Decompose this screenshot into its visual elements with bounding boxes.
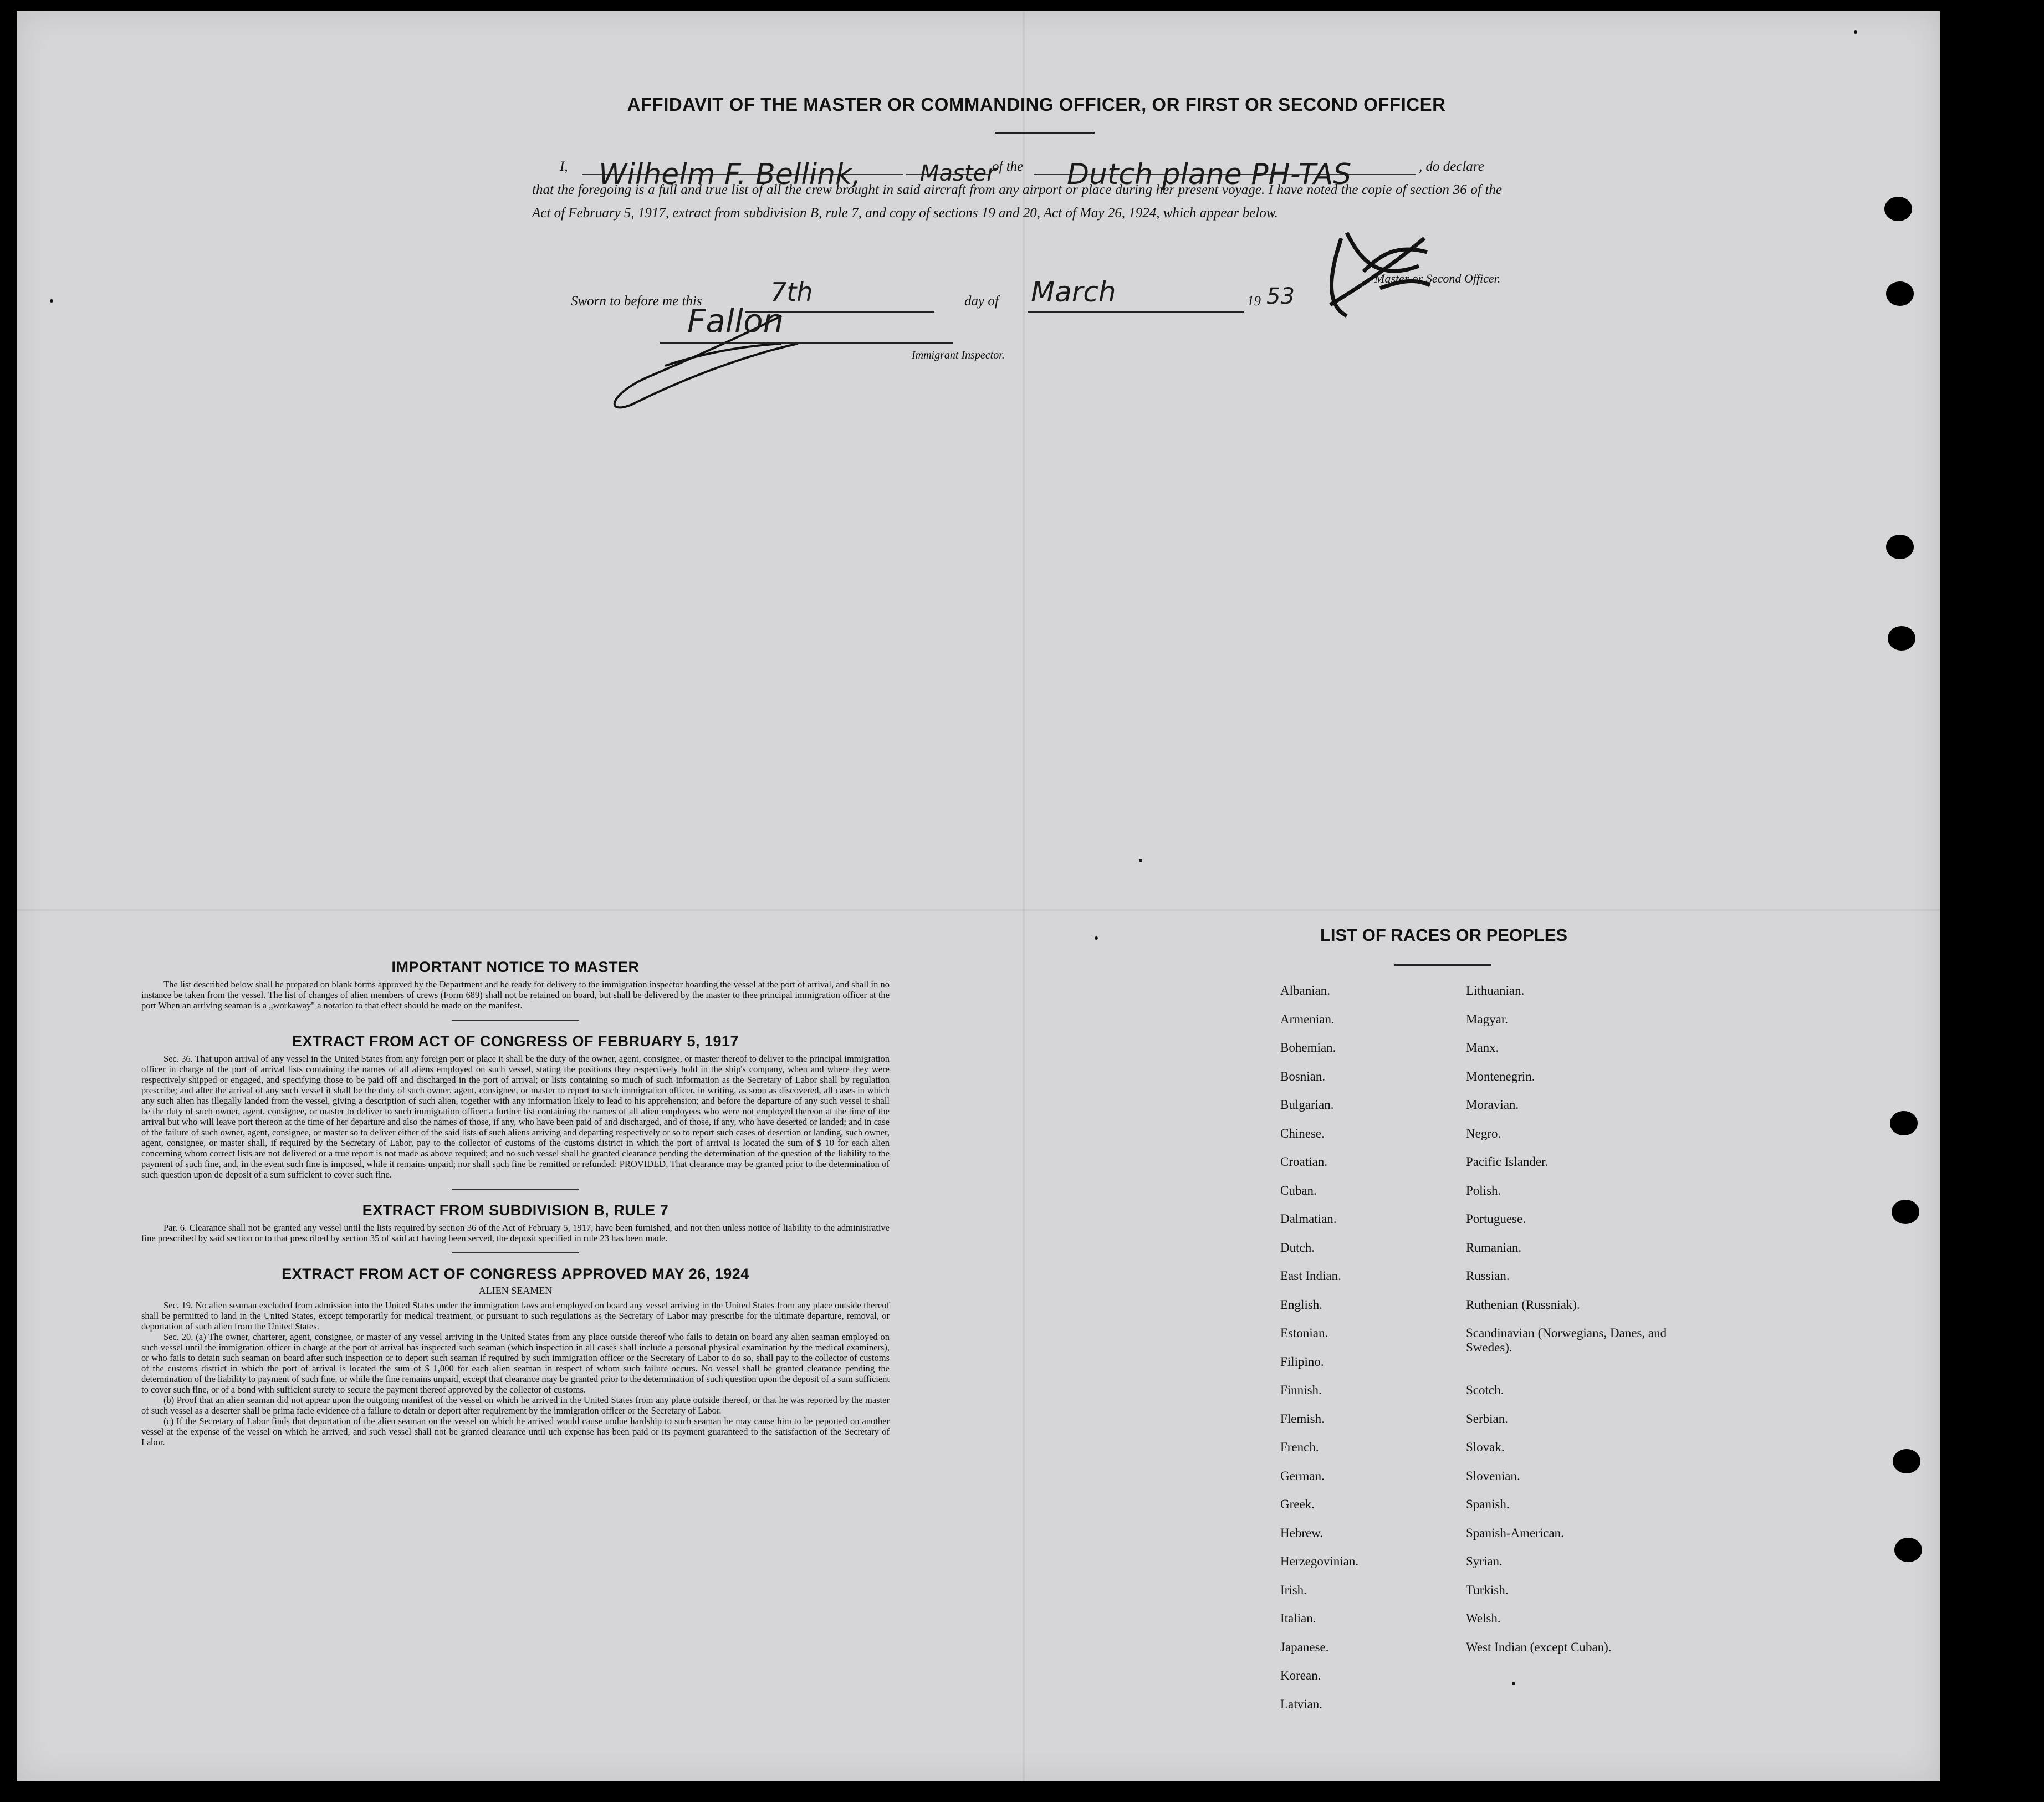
extract-1924-sec20a: Sec. 20. (a) The owner, charterer, agent, consignee, or master of any vessel arriving in the United States from any place outside thereof who fails to detain on board any alien seaman employed on such vessel until the immigration officer in charge at the port of arrival has inspected such seaman (which inspection in all cases shall include a personal physical examination by the medical examiners), or who fails to detain such seaman on board after such inspection or to deport such seaman if required by such immigration officer or the Secretary of Labor to do so, shall pay to the collector of customs of the customs district in which the port of arrival is located the sum of $ 1,000 for each alien seaman in respect of whom such failure occurs. No vessel shall be granted clearance pending the determination of the liability to payment of such fine, or while the fine remains unpaid, except that clearance may be granted prior to the determination of such question upon the deposit of a sum sufficient to cover such fine, or of a bond with sufficient surety to secure the payment thereof approved by the collector of customs.	[141, 1332, 890, 1395]
race-item: Welsh.	[1466, 1611, 1501, 1625]
race-item: English.	[1280, 1297, 1323, 1312]
paper-speck	[50, 299, 53, 303]
race-item: Russian.	[1466, 1269, 1510, 1283]
race-item: Finnish.	[1280, 1383, 1322, 1397]
day-of-label: day of	[964, 294, 999, 309]
extract-1917-title: EXTRACT FROM ACT OF CONGRESS OF FEBRUARY 5, 1917	[292, 1033, 739, 1050]
races-left-column	[1280, 984, 1358, 1726]
affidavit-text: that the foregoing is a full and true list of all the crew brought in said aircraft from any airport or place during her present voyage. I have noted the copie of section 36 of the Act of February 5, 1917, extract from subdivision B, rule 7, and copy of sections 19 and 20, Act of May 26, 1924, which appear below.	[532, 182, 1502, 221]
extract-1924-sec20b: (b) Proof that an alien seaman did not appear upon the outgoing manifest of the vessel on which he arrived in the United States from any place outside thereof, or that he was reported by the master of such vessel as a deserter shall be prima facie evidence of a failure to detain or deport after requirement by the immigration officer or the Secretary of Labor.	[141, 1395, 890, 1416]
sworn-label: Sworn to before me this	[571, 294, 702, 309]
race-item: Montenegrin.	[1466, 1069, 1535, 1083]
race-item: Slovak.	[1466, 1440, 1505, 1454]
affidavit-title: AFFIDAVIT OF THE MASTER OR COMMANDING OFFICER, OR FIRST OR SECOND OFFICER	[627, 94, 1446, 115]
race-item: Scandinavian (Norwegians, Danes, and Swedes).	[1466, 1326, 1667, 1354]
race-item: Albanian.	[1280, 984, 1331, 997]
race-item: Irish.	[1280, 1583, 1307, 1597]
notice-text: The list described below shall be prepared on blank forms approved by the Department and be ready for delivery to the immigration inspector boarding the vessel at the port of arrival, and shall in no instance be taken from the vessel. The list of changes of alien members of crews (Form 689) shall not be retained on board, but shall be delivered by the master to thee principal immigration officer at the port When an arriving seaman is a „workaway" a notation to that effect should be made on the manifest.	[141, 979, 890, 1011]
race-item: Armenian.	[1280, 1012, 1335, 1026]
month-blank	[1028, 311, 1244, 313]
extract-1924-sec19: Sec. 19. No alien seaman excluded from admission into the United States under the immigration laws and employed on board any vessel arriving in the United States from any place outside thereof shall be permitted to land in the United States, except temporarily for medical treatment, or pursuant to such regulations as the Secretary of Labor may prescribe for the ultimate departure, removal, or deportation of such alien from the United States.	[141, 1300, 890, 1332]
race-item: Bosnian.	[1280, 1069, 1326, 1083]
subdivision-b-text: Par. 6. Clearance shall not be granted any vessel until the lists required by section 36 of the Act of February 5, 1917, have been furnished, and not then unless notice of liability to the administrative fine prescribed by said section or to that prescribed by section 35 of said act having been served, the deposit specified in rule 23 has been made.	[141, 1222, 890, 1243]
races-right-column	[1466, 984, 1677, 1697]
punch-hole	[1886, 281, 1914, 306]
race-item: Pacific Islander.	[1466, 1155, 1549, 1169]
race-item: Magyar.	[1466, 1012, 1509, 1026]
punch-hole	[1884, 197, 1912, 221]
race-item: Korean.	[1280, 1668, 1321, 1682]
paper-speck	[1095, 936, 1098, 940]
punch-hole	[1893, 1449, 1920, 1473]
race-item: Bulgarian.	[1280, 1098, 1334, 1112]
of-the-label: of the	[992, 159, 1024, 174]
vessel-handwriting: Dutch plane PH-TAS	[1067, 158, 1352, 191]
fold-crease-vertical	[1023, 11, 1025, 1781]
inspector-caption: Immigrant Inspector.	[912, 349, 1005, 361]
race-item: Chinese.	[1280, 1126, 1325, 1140]
punch-hole	[1890, 1111, 1918, 1135]
punch-hole	[1892, 1200, 1919, 1224]
extract-1917-text: Sec. 36. That upon arrival of any vessel in the United States from any foreign port or place it shall be the duty of the owner, agent, consignee, or master thereof to deliver to the principal immigration officer in charge of the port of arrival lists containing the names of all aliens employed on such vessel, stating the positions they respectively hold in the ship's company, when and where they were respectively shipped or engaged, and specifying those to be paid off and discharged in the port of arrival; or lists containing so much of such information as the Secretary of Labor shall by regulation prescribe; and after the arrival of any such vessel it shall be the duty of such owner, agent, consignee, or master to report to such immigration officer, in writing, as soon as discovered, all cases in which any such alien has illegally landed from the vessel, giving a description of such alien, together with any information likely to lead to his apprehension; and before the departure of any such vessel it shall be the duty of such owner, agent, consignee, or master to deliver to such immigration officer a further list containing the names of all alien employees who were not employed thereon at the time of the arrival but who will leave port thereon at the time of her departure and also the names of those, if any, who have been paid of and discharged, and of those, if any, who have deserted or landed; and in case of the failure of such owner, agent, consignee, or master so to deliver either of the said lists of such aliens arriving and departing respectively or so to report such cases of desertion or landing, such owner, agent, consignee, or master shall, if required by the Secretary of Labor, pay to the collector of customs of the customs district in which the port of arrival is located the sum of $ 10 for each alien concerning whom correct lists are not delivered or a true report is not made as above required; and no such vessel shall be granted clearance pending the determination of the question of the liability to the payment of such fine, and, in the event such fine is imposed, while it remains unpaid; nor shall such fine be remitted or refunded: PROVIDED, That clearance may be granted prior to the determination of such question upon de deposit of a sum sufficient to cover such fine.	[141, 1053, 890, 1180]
inspector-signature-line	[660, 342, 953, 344]
race-item: Scotch.	[1466, 1383, 1504, 1397]
race-item: Syrian.	[1466, 1554, 1503, 1568]
race-item: Manx.	[1466, 1041, 1499, 1054]
race-item: Ruthenian (Russniak).	[1466, 1297, 1580, 1312]
race-item: Portuguese.	[1466, 1212, 1526, 1226]
race-item: Croatian.	[1280, 1155, 1327, 1169]
race-item: Spanish.	[1466, 1497, 1510, 1511]
notice-section	[141, 959, 890, 1447]
punch-hole	[1894, 1538, 1922, 1562]
race-item: Negro.	[1466, 1126, 1501, 1140]
section-divider	[452, 1020, 579, 1021]
paper-speck	[1512, 1682, 1515, 1685]
race-item: East Indian.	[1280, 1269, 1341, 1283]
races-title-divider	[1394, 964, 1491, 966]
paper-speck	[1854, 30, 1857, 34]
race-item: German.	[1280, 1468, 1325, 1483]
year-handwriting: 53	[1266, 284, 1295, 309]
race-item: Moravian.	[1466, 1098, 1519, 1112]
race-item: Polish.	[1466, 1183, 1501, 1197]
race-item: Herzegovinian.	[1280, 1554, 1359, 1568]
notice-title: IMPORTANT NOTICE TO MASTER	[391, 959, 640, 975]
race-item: Lithuanian.	[1466, 984, 1525, 997]
race-item: Estonian.	[1280, 1326, 1328, 1340]
race-item: Turkish.	[1466, 1583, 1509, 1597]
intro-i: I,	[560, 159, 568, 174]
race-item: Hebrew.	[1280, 1525, 1324, 1540]
title-divider	[995, 132, 1095, 134]
paper-speck	[1139, 859, 1142, 862]
section-divider	[452, 1189, 579, 1190]
punch-hole	[1886, 535, 1914, 559]
race-item: Latvian.	[1280, 1697, 1322, 1711]
race-item: French.	[1280, 1440, 1319, 1454]
race-item: Spanish-American.	[1466, 1525, 1564, 1540]
master-name-handwriting: Wilhelm F. Bellink,	[599, 158, 861, 191]
fold-crease-horizontal	[17, 909, 1940, 911]
extract-1924-title: EXTRACT FROM ACT OF CONGRESS APPROVED MAY 26, 1924	[282, 1266, 749, 1282]
race-item: Serbian.	[1466, 1411, 1509, 1426]
race-item: Rumanian.	[1466, 1240, 1522, 1255]
race-item: Greek.	[1280, 1497, 1315, 1511]
officer-caption: Master or Second Officer.	[1374, 272, 1501, 285]
punch-hole	[1888, 626, 1915, 651]
year-prefix: 19	[1247, 294, 1261, 309]
section-divider	[452, 1252, 579, 1253]
rank-handwriting: Master	[920, 161, 996, 186]
extract-1924-sec20c: (c) If the Secretary of Labor finds that deportation of the alien seaman on the vessel on which he arrived would cause undue hardship to such seaman he may cause him to be peported on another vessel at the expense of the vessel on which he arrived, and such vessel shall not be granted clearance until uch expense has been paid or its payment guaranteed to the satisfaction of the Secretary of Labor.	[141, 1416, 890, 1447]
race-item: Dalmatian.	[1280, 1212, 1337, 1226]
race-item: West Indian (except Cuban).	[1466, 1640, 1612, 1654]
race-item: Dutch.	[1280, 1240, 1315, 1255]
inspector-signature: Fallon	[687, 302, 784, 340]
race-item: Cuban.	[1280, 1183, 1317, 1197]
races-title: LIST OF RACES OR PEOPLES	[1320, 925, 1568, 945]
subdivision-b-title: EXTRACT FROM SUBDIVISION B, RULE 7	[362, 1202, 669, 1219]
race-item: Filipino.	[1280, 1354, 1324, 1369]
do-declare-label: , do declare	[1419, 159, 1484, 174]
race-item: Slovenian.	[1466, 1468, 1520, 1483]
race-item: Japanese.	[1280, 1640, 1329, 1654]
race-item: Italian.	[1280, 1611, 1316, 1625]
month-handwriting: March	[1031, 276, 1116, 308]
race-item: Bohemian.	[1280, 1041, 1336, 1054]
day-handwriting: 7th	[770, 277, 813, 307]
extract-1924-subtitle: ALIEN SEAMEN	[478, 1285, 553, 1296]
race-item: Flemish.	[1280, 1411, 1325, 1426]
